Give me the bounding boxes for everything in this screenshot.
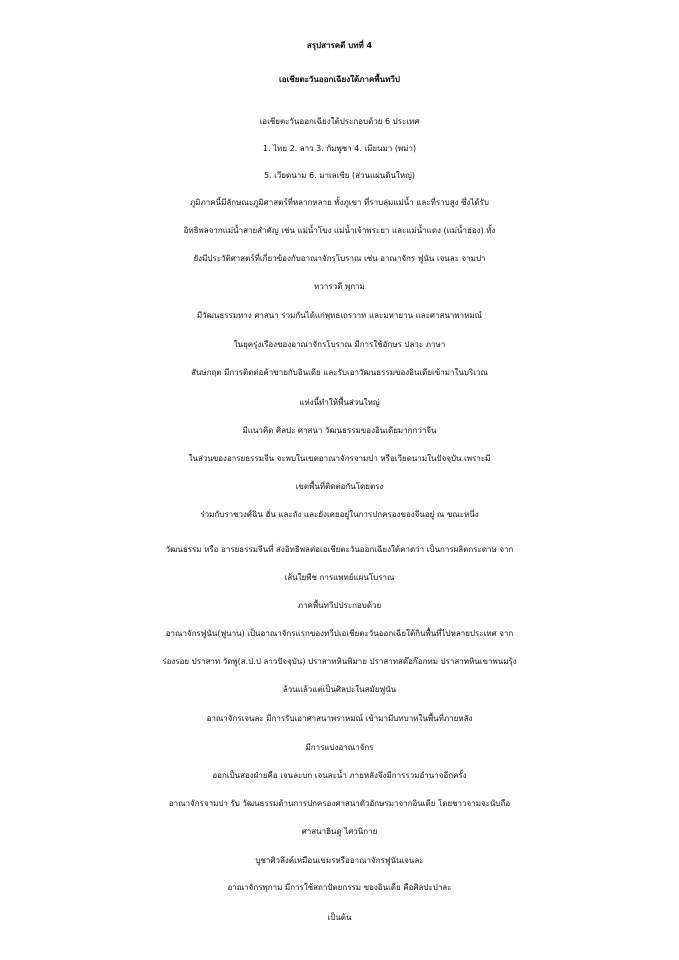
text-line: เป็นต้น: [327, 913, 352, 922]
text-line: ออกเป็นสองฝ่ายคือ เจนละบก เจนละน้ำ ภายหลังจึงมีการรวมอำนาจอีกครั้ง: [212, 771, 467, 780]
text-line: 5. เวียดนาม 6. มาเลเซีย (ส่วนแผ่นดินใหญ่): [263, 171, 416, 180]
text-line: ในยุครุ่งเรืองของอาณาจักรโบราณ มีการใช้อักษร ปลวะ ภาษา: [233, 340, 446, 349]
text-line: อาณาจักรฟูนัน(ฟูนาน) เป็นอาณาจักรแรกของทวีปเอเชียตะวันออกเฉียใต้กินพื้นที่ไปหลายประเทศ จาก: [165, 629, 514, 638]
text-line: ล้วนแล้วแต่เป็นศิลปะในสมัยฟูนัน: [282, 685, 397, 694]
text-line: ในส่วนของอารยธรรมจีน จะพบในเขตอาณาจักรจามปา หรือเวียดนามในปัจจุบัน เพราะมี: [188, 454, 491, 463]
text-line: เส้นใยพืช การแพทย์แผนโบราณ: [284, 573, 395, 582]
text-line: อาณาจักรพุกาม มีการใช้สถาปัตยกรรม ของอินเดีย คือศิลปะปาละ: [227, 883, 452, 892]
text-line: ศาสนาฮินดู ไศวนิกาย: [301, 827, 378, 836]
document-subtitle: เอเชียตะวันออกเฉียงใต้ภาคพื้นทวีป: [279, 75, 400, 84]
text-line: ภาคพื้นทวีปประกอบด้วย: [297, 601, 382, 610]
text-line: อิทธิพลจากแม่น้ำสายสำคัญ เช่น แม่น้ำโขง แม่น้ำเจ้าพระยา และแม่น้ำแดง (แม่น้ำฮ่อง) ทั้ง: [183, 226, 496, 235]
text-line: เขตพื้นที่ติดต่อกันโดยตรง: [295, 482, 384, 491]
text-line: อาณาจักรเจนละ มีการรับเอาศาสนาพราหมณ์ เข้ามามีบทบาทในพื้นที่ภายหลัง: [206, 714, 473, 723]
text-line: มีแนวคิด ศิลปะ ศาสนา วัฒนธรรมของอินเดียมากกว่าจีน: [242, 426, 437, 435]
text-line: แห่งนี้ทำให้พื้นส่วนใหญ่: [299, 398, 380, 407]
text-line: สันษกฤต มีการติดต่อค้าขายกับอินเดีย และรับเอาวัฒนธรรมของอินเดียเข้ามาในบริเวณ: [191, 368, 488, 377]
text-line: วัฒนธรรม หรือ อารยธรรมจีนที่ ส่งอิทธิพลต่อเอเชียตะวันออกเฉียงใต้คาดว่า เป็นการผลิตกระดาษ จาก: [165, 545, 514, 554]
text-line: ยังมีประวัติศาสตร์ที่เกี่ยวข้องกับอาณาจักรโบราณ เช่น อาณาจักร ฟูนัน เจนละ จามปา: [193, 254, 486, 263]
text-line: ภูมิภาคนี้มีลักษณะภูมิศาสตร์ที่หลากหลาย ทั้งภูเขา ที่ราบลุ่มแม่น้ำ และที่ราบสูง ซึ่งได้รับ: [189, 198, 490, 207]
text-line: ทวารวดี พุกาม: [314, 282, 365, 291]
text-line: 1. ไทย 2. ลาว 3. กัมพูชา 4. เมียนมา (พม่า): [262, 144, 417, 153]
text-line: ร่องรอย ปราสาท วัดพู(ส.ป.ป ลาวปัจจุบัน) ปราสาทหินพิมาย ปราสาทสด๊อก๊อกทม ปราสาทหินเขาพนมรุ้ง: [162, 657, 517, 666]
text-line: บูชาศิวลึงค์เหมือนเขมรหรืออาณาจักรฟูนันเจนละ: [255, 856, 424, 865]
text-line: เอเชียตะวันออกเฉียงใต้ประกอบด้วย 6 ประเทศ: [259, 117, 420, 126]
text-line: อาณาจักรจามปา รับ วัฒนธรรมด้านการปกครองศาสนาตัวอักษรมาจากอินเดีย โดยชาวจามจะนับถือ: [168, 799, 511, 808]
text-line: มีการแบ่งอาณาจักร: [305, 743, 374, 752]
text-line: มีวัฒนธรรมทาง ศาสนา ร่วมกันได้แก่พุทธเถรวาท และมหายาน และศาสนาพาหมณ์: [196, 311, 483, 320]
document-title: สรุปสารคดี บทที่ 4: [306, 41, 373, 50]
text-line: ร่วมกับราชวงศ์ฉิน ฮั่น และถัง และยังเคยอยู่ในการปกครองของจีนอยู่ ณ ขณะหนึ่ง: [200, 510, 479, 519]
